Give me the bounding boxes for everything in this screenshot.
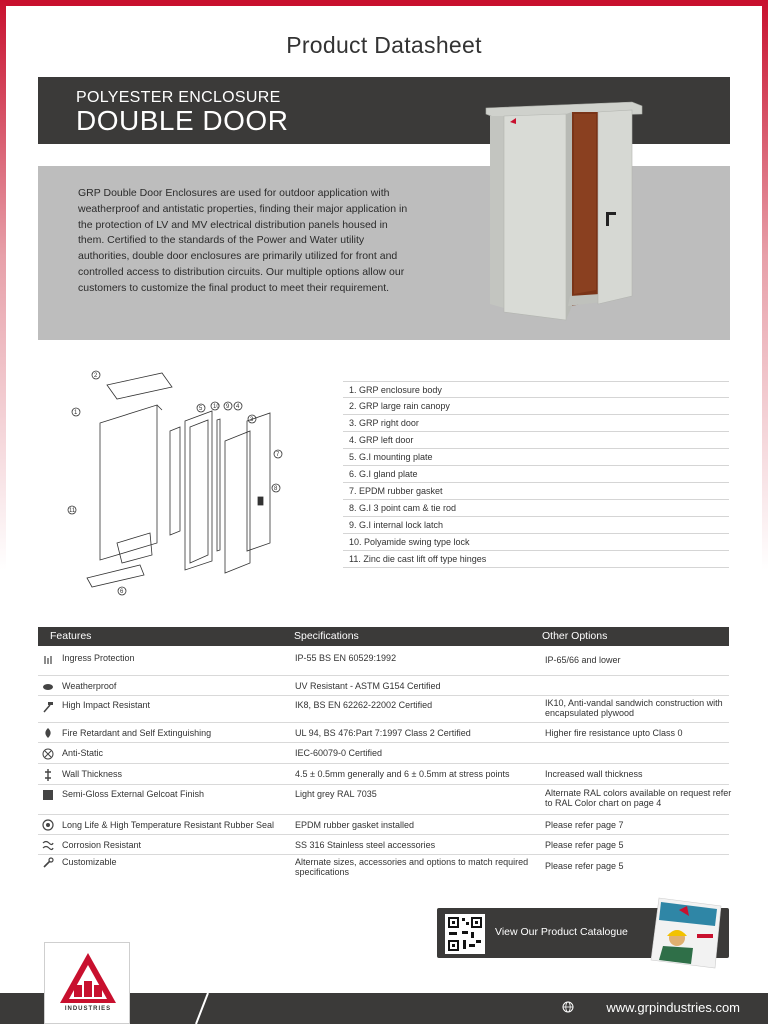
finish-icon xyxy=(42,789,54,801)
right-accent-gradient xyxy=(762,0,768,570)
logo-wordmark: INDUSTRIES xyxy=(64,1006,112,1012)
feature-label: High Impact Resistant xyxy=(62,700,151,710)
spec-value: UL 94, BS 476:Part 7:1997 Class 2 Certified xyxy=(295,728,471,738)
list-item: 8. G.I 3 point cam & tie rod xyxy=(343,500,729,517)
other-option: Increased wall thickness xyxy=(545,769,643,779)
globe-icon xyxy=(562,1001,574,1013)
flame-icon xyxy=(42,727,54,739)
table-row xyxy=(38,855,729,879)
table-row xyxy=(38,743,729,764)
drawing-label-6: 6 xyxy=(120,589,124,595)
list-item: 11. Zinc die cast lift off type hinges xyxy=(343,551,729,568)
drawing-label-8: 8 xyxy=(274,486,278,492)
header-features: Features xyxy=(50,630,92,642)
other-option: Please refer page 7 xyxy=(545,820,624,830)
table-header xyxy=(38,627,729,646)
spec-value: IP-55 BS EN 60529:1992 xyxy=(295,653,397,663)
drawing-label-5: 5 xyxy=(199,406,203,412)
feature-label: Weatherproof xyxy=(62,681,117,691)
qr-code-icon[interactable] xyxy=(445,914,485,954)
exploded-assembly-drawing xyxy=(62,365,292,600)
catalogue-brochure-image xyxy=(649,896,725,970)
feature-label: Wall Thickness xyxy=(62,769,123,779)
hammer-icon xyxy=(42,701,54,713)
enclosure-product-image xyxy=(482,100,644,322)
drawing-label-3: 3 xyxy=(250,417,254,423)
table-row xyxy=(38,835,729,855)
description-text: GRP Double Door Enclosures are used for outdoor application with weatherproof and antistatic properties, finding their major application in the protection of LV and MV electrical distribution panels housed in them. Certified to the standards of the Power and Water utility authorities, double door enclosures are primarily utilized for front and controlled access to distribution circuits. Our multiple options allow our customers to customize the final product to meet their requirement. xyxy=(78,187,408,294)
footer-slash-decoration xyxy=(192,993,212,1024)
product-catalogue-banner[interactable] xyxy=(437,908,729,958)
spec-value: Light grey RAL 7035 xyxy=(295,789,377,799)
corrosion-icon xyxy=(42,839,54,851)
hero-subtitle: POLYESTER ENCLOSURE xyxy=(76,89,281,106)
spec-value: UV Resistant - ASTM G154 Certified xyxy=(295,681,441,691)
drawing-label-4: 4 xyxy=(236,404,240,410)
spec-value: Alternate sizes, accessories and options to match required specifications xyxy=(295,857,529,877)
spec-value: IEC-60079-0 Certified xyxy=(295,748,383,758)
drawing-label-2: 2 xyxy=(94,373,98,379)
other-option: Please refer page 5 xyxy=(545,840,624,850)
seal-icon xyxy=(42,819,54,831)
website-link[interactable]: www.grpindustries.com xyxy=(606,1000,740,1015)
header-specifications: Specifications xyxy=(294,630,359,642)
antistatic-icon xyxy=(42,748,54,760)
cloud-icon xyxy=(42,680,54,692)
grp-logo-icon xyxy=(58,951,118,1005)
list-item: 4. GRP left door xyxy=(343,432,729,449)
header-other-options: Other Options xyxy=(542,630,608,642)
drawing-label-11: 11 xyxy=(69,508,76,514)
hero-title: DOUBLE DOOR xyxy=(76,105,289,136)
drawing-label-7: 7 xyxy=(276,452,280,458)
table-row xyxy=(38,646,729,676)
list-item: 1. GRP enclosure body xyxy=(343,381,729,398)
table-row xyxy=(38,723,729,743)
thickness-icon xyxy=(42,769,54,781)
spec-value: 4.5 ± 0.5mm generally and 6 ± 0.5mm at stress points xyxy=(295,769,510,779)
droplet-icon xyxy=(42,654,54,666)
table-row xyxy=(38,764,729,785)
feature-label: Fire Retardant and Self Extinguishing xyxy=(62,728,212,738)
spec-value: SS 316 Stainless steel accessories xyxy=(295,840,436,850)
drawing-label-10: 10 xyxy=(213,404,220,410)
left-accent-gradient xyxy=(0,0,6,570)
other-option: Alternate RAL colors available on request refer to RAL Color chart on page 4 xyxy=(545,788,732,808)
spec-value: IK8, BS EN 62262-22002 Certified xyxy=(295,700,433,710)
list-item: 3. GRP right door xyxy=(343,415,729,432)
feature-label: Customizable xyxy=(62,857,117,867)
other-option: Higher fire resistance upto Class 0 xyxy=(545,728,683,738)
list-item: 5. G.I mounting plate xyxy=(343,449,729,466)
other-option: IP-65/66 and lower xyxy=(545,655,621,665)
list-item: 10. Polyamide swing type lock xyxy=(343,534,729,551)
feature-label: Anti-Static xyxy=(62,748,104,758)
feature-label: Ingress Protection xyxy=(62,653,135,663)
drawing-label-9: 9 xyxy=(226,404,230,410)
page-title: Product Datasheet xyxy=(286,32,482,58)
table-row xyxy=(38,676,729,696)
other-option: Please refer page 5 xyxy=(545,861,624,871)
specifications-table xyxy=(38,627,732,879)
feature-label: Corrosion Resistant xyxy=(62,840,142,850)
feature-label: Long Life & High Temperature Resistant Rubber Seal xyxy=(62,820,274,830)
other-option: IK10, Anti-vandal sandwich construction with encapsulated plywood xyxy=(545,698,723,718)
catalogue-link-text[interactable]: View Our Product Catalogue xyxy=(495,926,628,938)
top-accent-bar xyxy=(0,0,768,6)
list-item: 7. EPDM rubber gasket xyxy=(343,483,729,500)
list-item: 9. G.I internal lock latch xyxy=(343,517,729,534)
wrench-icon xyxy=(42,857,54,869)
table-row xyxy=(38,696,729,723)
company-logo xyxy=(44,942,130,1024)
table-row xyxy=(38,785,732,815)
table-row xyxy=(38,815,729,835)
spec-value: EPDM rubber gasket installed xyxy=(295,820,415,830)
drawing-label-1: 1 xyxy=(74,410,78,416)
list-item: 2. GRP large rain canopy xyxy=(343,398,729,415)
feature-label: Semi-Gloss External Gelcoat Finish xyxy=(62,789,205,799)
parts-list xyxy=(343,381,729,568)
list-item: 6. G.I gland plate xyxy=(343,466,729,483)
